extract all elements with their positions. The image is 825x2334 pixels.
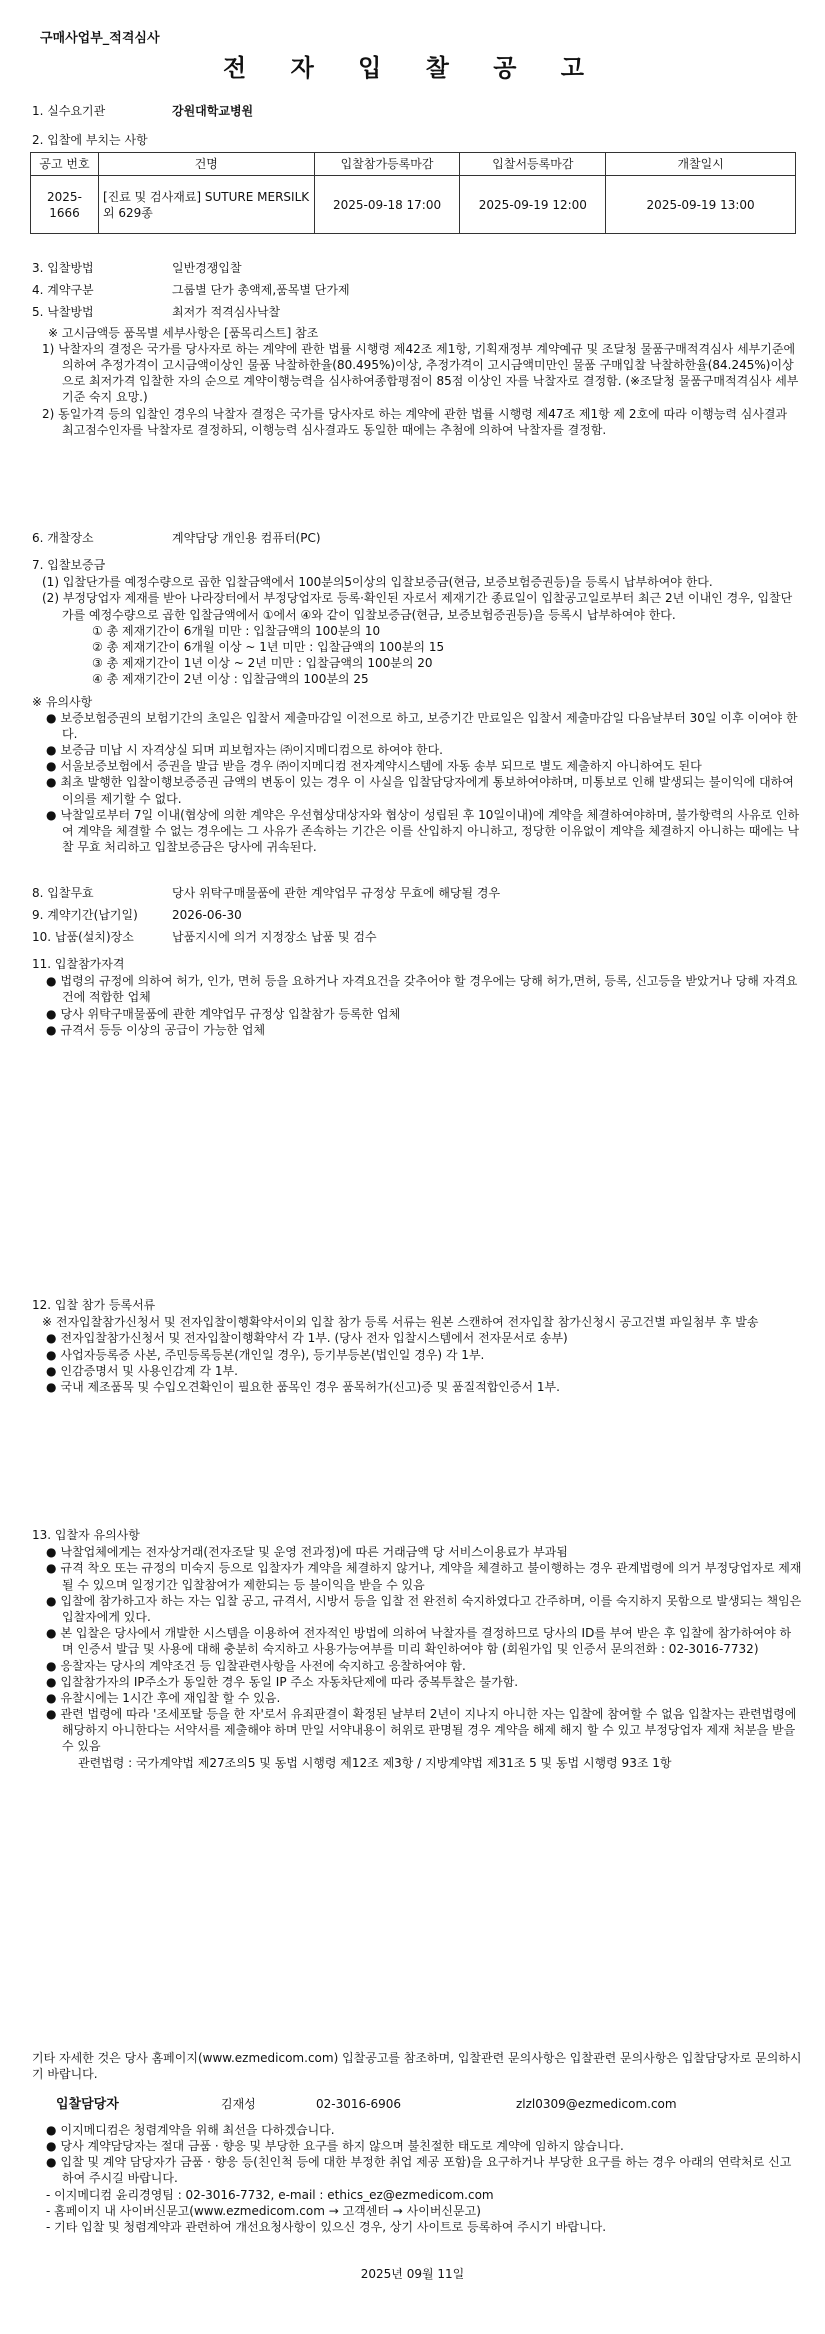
section-2 xyxy=(32,132,802,149)
section-7-note: ● 보증금 미납 시 자격상실 되며 피보험자는 ㈜이지메디컴으로 하여야 한다. xyxy=(32,742,802,758)
section-4-value: 그룹별 단가 총액제,품목별 단가제 xyxy=(172,283,350,298)
bid-table-wrap xyxy=(30,152,800,234)
section-10-value: 납품지시에 의거 지정장소 납품 및 검수 xyxy=(172,930,377,945)
section-11 xyxy=(32,956,802,1038)
opening-time-cell: 2025-09-19 13:00 xyxy=(606,176,796,234)
section-7-note: ● 서울보증보험에서 증권을 발급 받을 경우 ㈜이지메디컴 전자계약시스템에 자동 송부 되므로 별도 제출하지 아니하여도 된다 xyxy=(32,758,802,774)
section-7-subitem: ③ 총 제재기간이 1년 이상 ~ 2년 미만 : 입찰금액의 100분의 20 xyxy=(92,656,433,671)
department-label: 구매사업부_적격심사 xyxy=(40,31,160,46)
contact-phone: 02-3016-6906 xyxy=(316,2097,402,2112)
page-title: 전 자 입 찰 공 고 xyxy=(223,54,602,82)
section-12-item: ● 전자입찰참가신청서 및 전자입찰이행확약서 각 1부. (당사 전자 입찰시스템에서 전자문서로 송부) xyxy=(32,1330,802,1346)
section-5-label: 5. 낙찰방법 xyxy=(32,305,94,320)
submission-deadline-cell: 2025-09-19 12:00 xyxy=(460,176,606,234)
ethics-item: ● 이지메디컴은 청렴계약을 위해 최선을 다하겠습니다. xyxy=(32,2122,802,2138)
table-header-cell: 건명 xyxy=(98,153,314,176)
registration-deadline-cell: 2025-09-18 17:00 xyxy=(314,176,460,234)
section-11-item: ● 당사 위탁구매물품에 관한 계약업무 규정상 입찰참가 등록한 업체 xyxy=(32,1006,802,1022)
contact-row xyxy=(32,2096,802,2114)
section-13-item: ● 낙찰업체에게는 전자상거래(전자조달 및 운영 전과정)에 따른 거래금액 당 서비스이용료가 부과됨 xyxy=(32,1544,802,1560)
item-name-cell: [진료 및 검사재료] SUTURE MERSILK 외 629종 xyxy=(98,176,314,234)
section-7 xyxy=(32,557,802,855)
table-header-row xyxy=(31,153,796,176)
section-13 xyxy=(32,1527,802,1771)
section-3-value: 일반경쟁입찰 xyxy=(172,261,242,275)
section-6 xyxy=(32,530,802,548)
section-8-label: 8. 입찰무효 xyxy=(32,886,94,900)
section-7-note: ● 보증보험증권의 보험기간의 초일은 입찰서 제출마감일 이전으로 하고, 보증기간 만료일은 입찰서 제출마감일 다음날부터 30일 이후 이여야 한다. xyxy=(32,710,802,742)
section-5-item: 1) 낙찰자의 결정은 국가를 당사자로 하는 계약에 관한 법률 시행령 제42조 제1항, 기획재정부 계약예규 및 조달청 물품구매적격심사 세부기준에 의하여 추정가격이 고시금액이상인 물품 낙찰하한율(80.495%)이상, 추정가격이 고시금액미만인 물품 구매입찰 낙찰하한율(84.245%)이상으로 최저가격 입찰한 자의 순으로 계약이행능력을 심사하여종합평점이 85점 이상인 자를 낙찰자로 결정함. (※조달청 물품구매적격심사 세부기준 숙지 요망.) xyxy=(42,341,799,405)
section-4-label: 4. 계약구분 xyxy=(32,283,94,298)
section-1 xyxy=(32,103,802,121)
section-12 xyxy=(32,1297,802,1395)
section-7-note: ● 최초 발행한 입찰이행보증증권 금액의 변동이 있는 경우 이 사실을 입찰담당자에게 통보하여야하며, 미통보로 인해 발생되는 불이익에 대하여 이의를 제기할 수 없다. xyxy=(32,774,802,806)
section-7-subitem: ① 총 제재기간이 6개월 미만 : 입찰금액의 100분의 10 xyxy=(92,623,381,638)
footer-info: 기타 자세한 것은 당사 홈페이지(www.ezmedicom.com) 입찰공고를 참조하며, 입찰관련 문의사항은 입찰관련 문의사항은 입찰담당자로 문의하시기 바랍니다. xyxy=(32,2051,802,2082)
section-12-item: ● 국내 제조품목 및 수입오견확인이 필요한 품목인 경우 품목허가(신고)증 및 품질적합인증서 1부. xyxy=(32,1379,802,1395)
ethics-link: - 홈페이지 내 사이버신문고(www.ezmedicom.com → 고객센터 → 사이버신문고) xyxy=(46,2203,481,2218)
table-header-cell: 입찰참가등록마감 xyxy=(314,153,460,176)
section-13-item: ● 유찰시에는 1시간 후에 재입찰 할 수 있음. xyxy=(32,1690,802,1706)
section-6-value: 계약담당 개인용 컴퓨터(PC) xyxy=(172,531,321,545)
ethics-link: - 기타 입찰 및 청렴계약과 관련하여 개선요청사항이 있으신 경우, 상기 사이트로 등록하여 주시기 바랍니다. xyxy=(46,2220,607,2235)
section-3-label: 3. 입찰방법 xyxy=(32,261,94,275)
table-row xyxy=(31,176,796,234)
section-13-item: ● 응찰자는 당사의 계약조건 등 입찰관련사항을 사전에 숙지하고 응찰하여야 함. xyxy=(32,1658,802,1674)
section-13-label: 13. 입찰자 유의사항 xyxy=(32,1528,140,1542)
section-8-value: 당사 위탁구매물품에 관한 계약업무 규정상 무효에 해당될 경우 xyxy=(172,886,501,900)
footer xyxy=(32,2050,802,2235)
section-2-label: 2. 입찰에 부치는 사항 xyxy=(32,133,148,147)
section-5-item: 2) 동일가격 등의 입찰인 경우의 낙찰자 결정은 국가를 당사자로 하는 계약에 관한 법률 시행령 제47조 제1항 제 2호에 따라 이행능력 심사결과 최고점수인자를 낙찰자로 결정하되, 이행능력 심사결과도 동일한 때에는 추첨에 의하여 낙찰자를 결정함. xyxy=(42,406,788,437)
section-7-note: ● 낙찰일로부터 7일 이내(협상에 의한 계약은 우선협상대상자와 협상이 성립된 후 10일이내)에 계약을 체결하여야하며, 불가항력의 사유로 인하여 계약을 체결할 수 없는 경우에는 그 사유가 존속하는 기간은 이를 산입하지 아니하고, 정당한 이유없이 계약을 체결하지 아니하는 때에는 낙찰 무효 처리하고 입찰보증금은 당사에 귀속된다. xyxy=(32,807,802,856)
section-12-note: ※ 전자입찰참가신청서 및 전자입찰이행확약서이외 입찰 참가 등록 서류는 원본 스캔하여 전자입찰 참가신청시 공고건별 파일첨부 후 발송 xyxy=(42,1315,759,1330)
section-7-subitem: ② 총 제재기간이 6개월 이상 ~ 1년 미만 : 입찰금액의 100분의 15 xyxy=(92,639,445,654)
section-8-10 xyxy=(32,885,802,948)
bid-table xyxy=(30,152,796,234)
section-13-item: ● 입찰에 참가하고자 하는 자는 입찰 공고, 규격서, 시방서 등을 입찰 전 완전히 숙지하였다고 간주하며, 이를 숙지하지 못함으로 발생되는 책임은 입찰자에게 있다. xyxy=(32,1593,802,1625)
ethics-item: ● 당사 계약담당자는 절대 금품 · 향응 및 부당한 요구를 하지 않으며 불친절한 태도로 계약에 임하지 않습니다. xyxy=(32,2138,802,2154)
section-13-item: ● 입찰참가자의 IP주소가 동일한 경우 동일 IP 주소 자동차단제에 따라 중복투찰은 불가함. xyxy=(32,1674,802,1690)
section-11-label: 11. 입찰참가자격 xyxy=(32,957,125,971)
section-5-value: 최저가 적격심사낙찰 xyxy=(172,305,281,320)
table-header-cell: 개찰일시 xyxy=(606,153,796,176)
section-7-note-title: ※ 유의사항 xyxy=(32,694,93,709)
table-header-cell: 입찰서등록마감 xyxy=(460,153,606,176)
section-6-label: 6. 개찰장소 xyxy=(32,531,94,545)
contact-name: 김재성 xyxy=(221,2097,256,2112)
section-5-note: ※ 고시금액등 품목별 세부사항은 [품목리스트] 참조 xyxy=(48,325,319,340)
ethics-link: - 이지메디컴 윤리경영팀 : 02-3016-7732, e-mail : ethics_ez@ezmedicom.com xyxy=(46,2187,494,2202)
section-7-subitem: ④ 총 제재기간이 2년 이상 : 입찰금액의 100분의 25 xyxy=(92,672,369,687)
section-7-item: (1) 입찰단가를 예정수량으로 곱한 입찰금액에서 100분의5이상의 입찰보증금(현금, 보증보험증권등)을 등록시 납부하여야 한다. xyxy=(42,575,713,590)
section-10-label: 10. 납품(설치)장소 xyxy=(32,930,134,945)
section-11-item: ● 규격서 등등 이상의 공급이 가능한 업체 xyxy=(32,1022,802,1038)
contact-label: 입찰담당자 xyxy=(56,2097,119,2113)
ethics-item: ● 입찰 및 계약 담당자가 금품 · 향응 등(친인척 등에 대한 부정한 취업 제공 포함)을 요구하거나 부당한 요구를 하는 경우 아래의 연락처로 신고하여 주시길 바랍니다. xyxy=(32,2154,802,2186)
contact-email[interactable]: zlzl0309@ezmedicom.com xyxy=(516,2097,677,2112)
section-12-label: 12. 입찰 참가 등록서류 xyxy=(32,1298,156,1312)
section-1-label: 1. 실수요기관 xyxy=(32,104,106,118)
section-7-label: 7. 입찰보증금 xyxy=(32,558,106,572)
section-13-law: 관련법령 : 국가계약법 제27조의5 및 동법 시행령 제12조 제3항 / 지방계약법 제31조 5 및 동법 시행령 93조 1항 xyxy=(78,1755,672,1770)
section-3-5 xyxy=(32,260,802,438)
section-12-item: ● 사업자등록증 사본, 주민등록등본(개인일 경우), 등기부등본(법인일 경우) 각 1부. xyxy=(32,1347,802,1363)
table-header-cell: 공고 번호 xyxy=(31,153,99,176)
section-12-item: ● 인감증명서 및 사용인감계 각 1부. xyxy=(32,1363,802,1379)
section-11-item: ● 법령의 규정에 의하여 허가, 인가, 면허 등을 요하거나 자격요건을 갖추어야 할 경우에는 당해 허가,면허, 등록, 신고등을 받았거나 당해 자격요건에 적합한 업체 xyxy=(32,973,802,1005)
section-13-item: ● 관련 법령에 따라 '조세포탈 등을 한 자'로서 유죄판결이 확정된 날부터 2년이 지나지 아니한 자는 입찰에 참여할 수 없음 입찰자는 관련법령에 해당하지 아니한다는 서약서를 제출해야 하며 만일 서약내용이 허위로 판명될 경우 계약을 해제 해지 할 수 있고 부정당업자 제재 처분을 받을 수 있음 xyxy=(32,1706,802,1755)
notice-number-cell: 2025-1666 xyxy=(31,176,99,234)
section-13-item: ● 규격 착오 또는 규정의 미숙지 등으로 입찰자가 계약을 체결하지 않거나, 계약을 체결하고 불이행하는 경우 관계법령에 의거 부정당업자로 제재될 수 있으며 일정기간 입찰참여가 제한되는 등 불이익을 받을 수 있음 xyxy=(32,1560,802,1592)
section-9-value: 2026-06-30 xyxy=(172,908,242,923)
section-7-item: (2) 부정당업자 제재를 받아 나라장터에서 부정당업자로 등록·확인된 자로서 제재기간 종료일이 입찰공고일로부터 최근 2년 이내인 경우, 입찰단가를 예정수량으로 곱한 입찰금액에서 ①에서 ④와 같이 입찰보증금(현금, 보증보험증권등)을 등록시 납부하여야 한다. xyxy=(42,591,793,622)
notice-date: 2025년 09월 11일 xyxy=(360,2267,465,2281)
section-9-label: 9. 계약기간(납기일) xyxy=(32,908,138,923)
section-1-value: 강원대학교병원 xyxy=(172,104,254,118)
section-13-item: ● 본 입찰은 당사에서 개발한 시스템을 이용하여 전자적인 방법에 의하여 낙찰자를 결정하므로 당사의 ID를 부여 받은 후 입찰에 참가하여야 하며 인증서 발급 및 사용에 대해 충분히 숙지하고 사용가능여부를 미리 확인하여야 함 (회원가입 및 인증서 문의전화 : 02-3016-7732) xyxy=(32,1625,802,1657)
